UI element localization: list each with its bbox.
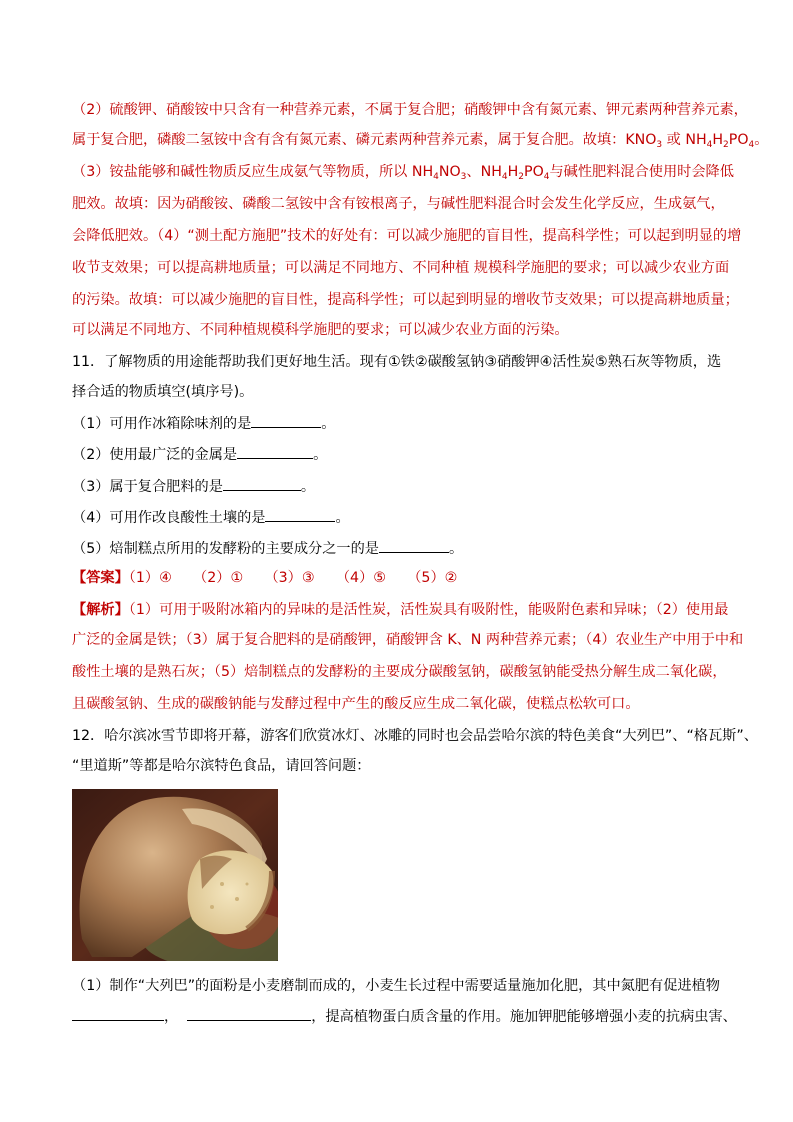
analysis-line: 广泛的金属是铁；（3）属于复合肥料的是硝酸钾，硝酸钾含 K、N 两种营养元素；（4）农业生产中用于中和 <box>72 632 744 648</box>
answer-blank[interactable] <box>223 476 301 491</box>
question-12-stem: “里道斯”等都是哈尔滨特色食品，请回答问题： <box>72 758 371 774</box>
answer-tag: 【答案】 <box>72 570 129 586</box>
analysis-line: 酸性土壤的是熟石灰；（5）焙制糕点的发酵粉的主要成分碳酸氢钠，碳酸氢钠能受热分解生成二氧化碳， <box>72 664 727 680</box>
question-11-part-5: （5）焙制糕点所用的发酵粉的主要成分之一的是 。 <box>72 538 463 559</box>
analysis-line: 【解析】（1）可用于吸附冰箱内的异味的是活性炭，活性炭具有吸附性，能吸附色素和异味；（2）使用最 <box>72 602 729 618</box>
answer-blank[interactable] <box>187 1006 311 1021</box>
analysis-line: 会降低肥效。（4）“测土配方施肥”技术的好处有：可以减少施肥的盲目性，提高科学性；可以起到明显的增 <box>72 228 742 244</box>
answer-blank[interactable] <box>72 1006 164 1021</box>
analysis-line: （2）硫酸钾、硝酸铵中只含有一种营养元素，不属于复合肥；硝酸钾中含有氮元素、钾元素两种营养元素， <box>72 102 748 118</box>
answer-blank[interactable] <box>379 538 449 553</box>
analysis-line: 肥效。故填：因为硝酸铵、磷酸二氢铵中含有铵根离子，与碱性肥料混合时会发生化学反应，生成氨气， <box>72 196 725 212</box>
answer-text: （1）④ （2）① （3）③ （4）⑤ （5）② <box>128 570 458 586</box>
question-12-part-1-cont: ， ，提高植物蛋白质含量的作用。施加钾肥能够增强小麦的抗病虫害、 <box>72 1006 737 1027</box>
question-12-stem: 12．哈尔滨冰雪节即将开幕，游客们欣赏冰灯、冰雕的同时也会品尝哈尔滨的特色美食“大列巴”、“格瓦斯”、 <box>72 728 758 744</box>
bread-photo <box>72 789 278 961</box>
answer-blank[interactable] <box>251 413 321 428</box>
analysis-tag: 【解析】 <box>72 602 129 618</box>
answer-blank[interactable] <box>237 444 313 459</box>
question-11-part-1: （1）可用作冰箱除味剂的是 。 <box>72 413 335 434</box>
analysis-line: 收节支效果；可以提高耕地质量；可以满足不同地方、不同种植 规模科学施肥的要求；可以减少农业方面 <box>72 260 730 276</box>
question-11-stem: 11．了解物质的用途能帮助我们更好地生活。现有①铁②碳酸氢钠③硝酸钾④活性炭⑤熟石灰等物质，选 <box>72 354 722 370</box>
analysis-line: 的污染。故填：可以减少施肥的盲目性，提高科学性；可以起到明显的增收节支效果；可以提高耕地质量； <box>72 292 739 308</box>
question-12-part-1: （1）制作“大列巴”的面粉是小麦磨制而成的，小麦生长过程中需要适量施加化肥，其中氮肥有促进植物 <box>72 978 720 994</box>
question-11-part-4: （4）可用作改良酸性土壤的是 。 <box>72 507 350 528</box>
answer-line <box>72 568 457 588</box>
question-11-part-2: （2）使用最广泛的金属是 。 <box>72 444 327 465</box>
question-11-stem: 择合适的物质填空(填序号)。 <box>72 384 254 400</box>
analysis-line: 可以满足不同地方、不同种植规模科学施肥的要求；可以减少农业方面的污染。 <box>72 322 569 338</box>
answer-blank[interactable] <box>265 507 335 522</box>
analysis-line: 属于复合肥，磷酸二氢铵中含有含有氮元素、磷元素两种营养元素，属于复合肥。故填：$KNO_3$ 或 $NH_4H_2PO_4$。 <box>72 132 769 150</box>
analysis-line: （3）铵盐能够和碱性物质反应生成氨气等物质，所以 $NH_4NO_3$、$NH_4H_2PO_4$与碱性肥料混合使用时会降低 <box>72 164 734 182</box>
question-11-part-3: （3）属于复合肥料的是 。 <box>72 476 315 497</box>
analysis-line: 且碳酸氢钠、生成的碳酸钠能与发酵过程中产生的酸反应生成二氧化碳，使糕点松软可口。 <box>72 696 640 712</box>
